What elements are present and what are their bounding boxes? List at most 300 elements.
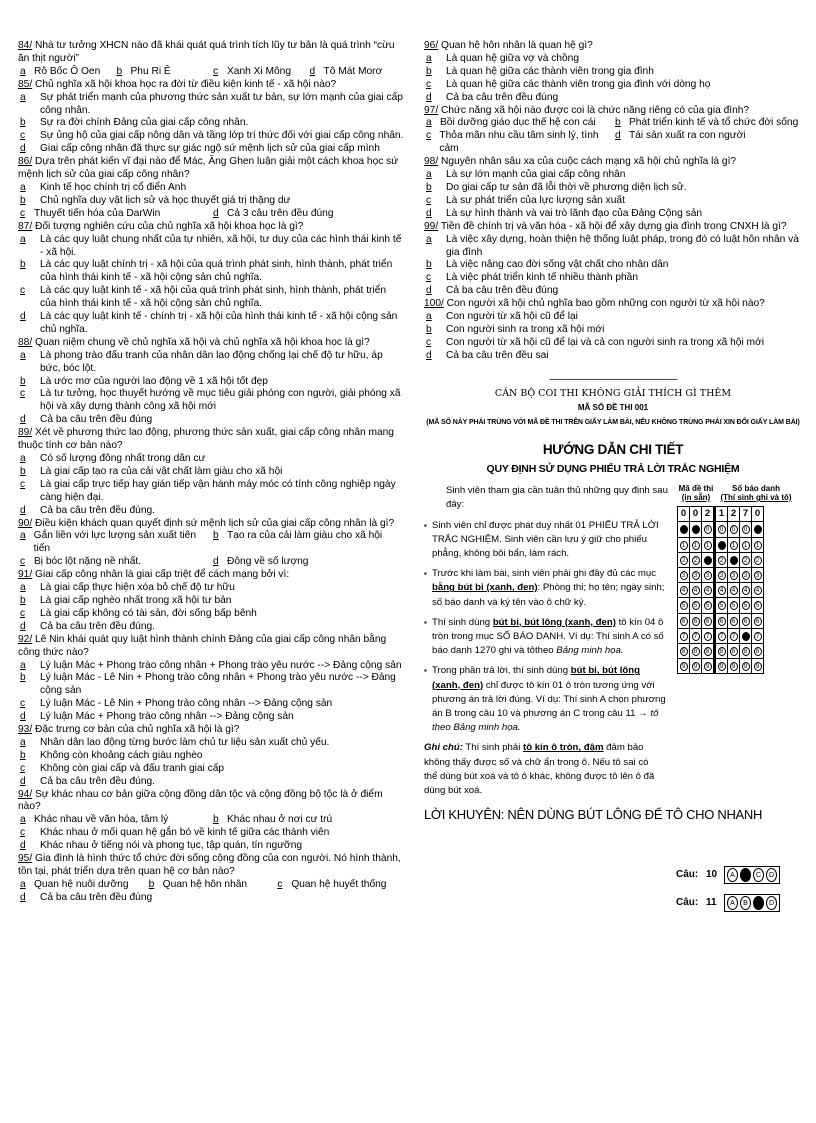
option-text: Tái sản xuất ra con người	[629, 130, 746, 142]
question-number: 86/	[18, 156, 33, 168]
option-text: Là quan hệ giữa vợ và chồng	[446, 52, 580, 64]
option-text: Là quan hệ giữa các thành viên trong gia đình với dòng họ	[446, 78, 711, 90]
question-stem: Giai cấp công nhân là giai cấp triệt để cách mạng bởi vì:	[35, 569, 290, 581]
option-text: Là việc xây dựng, hoàn thiện hệ thống luật pháp, trong đó có luật hôn nhân và gia đình	[446, 233, 799, 258]
question-block	[18, 427, 404, 517]
omr-bubble: 7	[704, 632, 712, 641]
option	[613, 130, 802, 156]
question-block	[424, 298, 802, 363]
question-number: 97/	[424, 104, 439, 116]
option-letter: c	[20, 285, 26, 297]
option-text: Không còn khoảng cách giàu nghèo	[40, 749, 203, 761]
omr-bubble: 8	[742, 647, 750, 656]
option-text: Cả ba câu trên đều đúng.	[40, 504, 155, 516]
option-letter: d	[615, 130, 621, 142]
question-block	[18, 634, 404, 724]
omr-digit: 0	[752, 507, 764, 522]
option-text: Là tư tưởng, học thuyết hướng về mục tiêu giải phóng con người, giải phóng xã hội và xây dựng thành công xã hội mới	[40, 388, 401, 413]
option-letter: c	[20, 388, 26, 400]
option-letter: b	[213, 530, 219, 542]
option-text: Sự phát triển mạnh của phương thức sản xuất tư bản, sự lớn mạnh của giai cấp công nhân.	[40, 91, 403, 116]
option	[18, 388, 404, 414]
question-text	[18, 724, 404, 737]
question-block	[18, 79, 404, 156]
option-letter: c	[277, 878, 283, 890]
option-letter: a	[20, 736, 26, 748]
omr-bubble: 1	[718, 541, 726, 550]
option-letter: d	[20, 891, 26, 903]
question-text	[424, 156, 802, 169]
option-letter: a	[426, 52, 432, 64]
option-letter: a	[20, 349, 26, 361]
option	[18, 453, 404, 466]
option	[18, 234, 404, 260]
omr-bubble: 4	[718, 586, 726, 595]
question-block	[18, 853, 404, 905]
exam-code-note: (MÃ SỐ NÀY PHẢI TRÙNG VỚI MÃ ĐỀ THI TRÊN GIẤY LÀM BÀI, NẾU KHÔNG TRÙNG PHẢI XIN ĐỔI GIẤY LÀM BÀI)	[426, 419, 800, 427]
option	[18, 763, 404, 776]
option	[18, 698, 404, 711]
omr-bubble: 9	[718, 662, 726, 671]
option	[18, 879, 147, 892]
option-letter: b	[20, 594, 26, 606]
option-letter: a	[426, 169, 432, 181]
option-text: Là giai cấp nghèo nhất trong xã hội tư bản	[40, 594, 232, 606]
option	[18, 208, 211, 221]
option	[147, 879, 276, 892]
omr-bubble: 8	[730, 647, 738, 656]
omr-digit: 7	[740, 507, 752, 522]
omr-bubble: 5	[704, 601, 712, 610]
option-text: Nhân dân lao động từng bước làm chủ tư liệu sản xuất chủ yếu.	[40, 736, 330, 748]
option	[424, 272, 802, 285]
option-text: Là giai cấp tạo ra của cải vật chất làm giàu cho xã hội	[40, 465, 283, 477]
option	[275, 879, 404, 892]
guide-subtitle: QUY ĐỊNH SỬ DỤNG PHIẾU TRẢ LỜI TRẮC NGHIỆM	[486, 463, 740, 476]
omr-digit: 1	[715, 507, 728, 522]
option-letter: c	[20, 478, 26, 490]
option-letter: d	[20, 840, 26, 852]
option-letter: a	[20, 181, 26, 193]
omr-bubble: 3	[692, 571, 700, 580]
omr-bubble: 6	[754, 617, 762, 626]
option-letter: d	[20, 143, 26, 155]
option-text: Sự ủng hộ của giai cấp nông dân và tầng lớp trí thức đối với giai cấp công nhân.	[40, 130, 404, 142]
option	[18, 479, 404, 505]
omr-bubble: 5	[680, 601, 688, 610]
omr-bubble: 6	[704, 617, 712, 626]
option-row	[18, 879, 404, 892]
question-text	[424, 298, 802, 311]
question-stem: Quan niệm chung về chủ nghĩa xã hội và chủ nghĩa xã hội khoa học là gì?	[35, 336, 370, 348]
question-stem: Nhà tư tưởng XHCN nào đã khái quát quá trình tích lũy tư bản là quá trình “cừu ăn thịt người”	[18, 40, 395, 64]
option-letter: c	[20, 130, 26, 142]
question-text	[18, 221, 404, 234]
option-letter: c	[426, 336, 432, 348]
option-letter: b	[426, 259, 432, 271]
question-text	[18, 634, 404, 660]
omr-bubble: 9	[742, 662, 750, 671]
option-text: Tô Mát Morơ	[323, 65, 383, 77]
option-letter: c	[426, 130, 432, 142]
option-letter: a	[20, 91, 26, 103]
option	[211, 208, 404, 221]
omr-bubble: 7	[680, 632, 688, 641]
option-row	[18, 530, 404, 556]
omr-bubble: 3	[704, 571, 712, 580]
option-text: Là quan hệ giữa các thành viên trong gia đình	[446, 65, 654, 77]
option-text: Bồi dưỡng giáo dục thế hệ con cái	[440, 117, 596, 129]
option-text: Lý luận Mác + Phong trào công nhân + Phong trào yêu nước --> Đảng cộng sản	[40, 659, 402, 671]
question-stem: Lê Nin khái quát quy luật hình thành chính Đảng của giai cấp công nhân bằng công thức nào?	[18, 633, 387, 658]
option-letter: b	[213, 814, 219, 826]
option	[18, 827, 404, 840]
question-block	[18, 221, 404, 337]
option	[424, 130, 613, 156]
option-text: Là các quy luật kinh tế - xã hội của quá trình phát sinh, hình thành, phát triển của hình thái kinh tế - xã hội cộng sản chủ nghĩa.	[40, 285, 387, 310]
option-letter: b	[426, 181, 432, 193]
option	[18, 350, 404, 376]
option-letter: c	[20, 698, 26, 710]
option	[18, 711, 404, 724]
option-letter: b	[20, 259, 26, 271]
option	[308, 66, 405, 79]
question-text	[18, 518, 404, 531]
option	[211, 556, 404, 569]
omr-bubble: 2	[704, 556, 712, 565]
option	[18, 608, 404, 621]
option-letter: a	[426, 233, 432, 245]
option-text: Lý luận Mác - Lê Nin + Phong trào công nhân + Phong trào yêu nước --> Đảng cộng sản	[40, 672, 396, 697]
question-stem: Đối tượng nghiên cứu của chủ nghĩa xã hội khoa học là gì?	[35, 220, 304, 232]
option-letter: a	[20, 65, 26, 77]
option-text: Lý luận Mác - Lê Nin + Phong trào công nhân --> Đảng cộng sản	[40, 698, 333, 710]
omr-digit: 2	[702, 507, 715, 522]
omr-bubble: 1	[730, 541, 738, 550]
option-text: Quan hệ huyết thống	[291, 878, 387, 890]
option	[211, 530, 404, 556]
omr-bubble: 1	[680, 541, 688, 550]
omr-bubble: 9	[704, 662, 712, 671]
omr-bubble: 5	[718, 601, 726, 610]
option	[424, 350, 802, 363]
omr-bubble: 6	[742, 617, 750, 626]
option	[424, 208, 802, 221]
option-letter: b	[20, 117, 26, 129]
omr-bubble: 5	[730, 601, 738, 610]
omr-bubble: 6	[680, 617, 688, 626]
option-text: Có số lượng đông nhất trong dân cư	[40, 453, 206, 464]
option-text: Gắn liền với lực lượng sản xuất tiên tiến	[33, 530, 197, 555]
option-letter: d	[20, 775, 26, 787]
omr-bubble: 7	[742, 632, 750, 641]
option	[18, 182, 404, 195]
option-text: Giai cấp công nhân đã thực sự giác ngộ sứ mệnh lịch sử của giai cấp mình	[40, 143, 380, 155]
question-number: 99/	[424, 220, 439, 232]
option-letter: d	[426, 207, 432, 219]
option-text: Cả ba câu trên đều sai	[446, 349, 549, 361]
omr-bubble: 3	[680, 571, 688, 580]
option-letter: a	[20, 530, 26, 542]
omr-bubble: 0	[680, 525, 688, 534]
option-text: Cả 3 câu trên đều đúng	[227, 207, 334, 219]
option-letter: c	[20, 556, 26, 568]
omr-bubble: 6	[730, 617, 738, 626]
omr-bubble: 4	[704, 586, 712, 595]
option	[18, 376, 404, 389]
guide-advice: LỜI KHUYÊN: NÊN DÙNG BÚT LÔNG ĐỂ TÔ CHO NHANH	[424, 807, 763, 823]
question-text	[18, 789, 404, 815]
option	[424, 337, 802, 350]
option-row	[424, 130, 802, 156]
option-letter: c	[20, 762, 26, 774]
omr-bubble: 1	[742, 541, 750, 550]
option	[18, 660, 404, 673]
omr-bubble: 7	[754, 632, 762, 641]
option	[115, 66, 212, 79]
option	[18, 840, 404, 853]
option-text: Là các quy luật kinh tế - chính trị - xã hội của hình thái kinh tế - xã hội cộng sản chủ nghĩa.	[40, 311, 398, 335]
omr-bubble: 9	[730, 662, 738, 671]
omr-bubble: 0	[742, 525, 750, 534]
omr-bubble: 0	[754, 525, 762, 534]
option-text: Con người sinh ra trong xã hội mới	[446, 323, 605, 335]
option-text: Lý luận Mác + Phong trào công nhân --> Đảng cộng sản	[40, 711, 294, 723]
omr-bubble: 1	[754, 541, 762, 550]
guide-title: HƯỚNG DẪN CHI TIẾT	[542, 442, 684, 458]
option-text: Khác nhau ở nơi cư trú	[227, 814, 333, 826]
option-text: Con người từ xã hội cũ để lại và cả con người sinh ra trong xã hội mới	[446, 336, 764, 348]
option-text: Cả ba câu trên đều đúng	[40, 414, 153, 426]
option-letter: d	[20, 414, 26, 426]
omr-bubble: 2	[742, 556, 750, 565]
omr-digit: 0	[690, 507, 702, 522]
question-text	[18, 853, 404, 879]
option-text: Khác nhau ở mối quan hệ gắn bó về kinh tế giữa các thành viên	[40, 827, 330, 839]
omr-table	[677, 506, 764, 674]
question-text	[18, 40, 404, 66]
option-letter: b	[20, 672, 26, 684]
question-number: 89/	[18, 427, 33, 439]
omr-bubble: 9	[692, 662, 700, 671]
option	[18, 776, 404, 789]
option	[424, 182, 802, 195]
question-stem: Sự khác nhau cơ bản giữa cộng đồng dân tộc và cộng đồng bộ tộc là ở điểm nào?	[18, 788, 383, 813]
guide-bullet-4: ▪ Trong phần trả lời, thí sinh dùng bút bi, bút lông (xanh, đen) chỉ được tô kín 01 ô tròn tương ứng với phương án trả lời đúng. Ví dụ: Thí sinh A chọn phương án B trong câu 10 và phương án C trong câu 11 → tô theo Bảng minh họa.	[424, 664, 670, 735]
option-letter: a	[20, 659, 26, 671]
option-text: Cả ba câu trên đều đúng.	[40, 620, 155, 632]
option-text: Kinh tế học chính trị cổ điển Anh	[40, 181, 187, 193]
question-block	[424, 40, 802, 105]
omr-bubble: 7	[692, 632, 700, 641]
question-number: 96/	[424, 40, 439, 51]
option-text: Sự ra đời chính Đảng của giai cấp công nhân.	[40, 117, 249, 129]
option-text: Quan hệ nuôi dưỡng	[34, 878, 129, 890]
option-text: Phát triển kinh tế và tổ chức đời sống	[629, 117, 799, 129]
omr-bubble: 4	[680, 586, 688, 595]
omr-bubble: 8	[754, 647, 762, 656]
guide-intro: Sinh viên tham gia cần tuân thủ những quy định sau đây:	[446, 485, 668, 511]
option-text: Thuyết tiến hóa của DarWin	[34, 207, 161, 219]
option	[18, 505, 404, 518]
question-block	[18, 40, 404, 79]
option-text: Cả ba câu trên đều đúng.	[40, 775, 155, 787]
option-text: Khác nhau ở tiếng nói và phong tục, tập quán, tín ngưỡng	[40, 840, 303, 852]
option-text: Là sự phát triển của lực lượng sản xuất	[446, 194, 625, 206]
option-text: Là sự lớn mạnh của giai cấp công nhân	[446, 169, 626, 181]
question-text	[18, 569, 404, 582]
option-text: Quan hệ hôn nhân	[162, 878, 248, 890]
option-letter: b	[116, 65, 123, 77]
option	[424, 169, 802, 182]
option-text: Là sự hình thành và vai trò lãnh đạo của Đảng Cộng sản	[446, 207, 703, 219]
option-text: Đông về số lượng	[227, 556, 309, 568]
question-block	[424, 156, 802, 221]
option-letter: c	[426, 272, 432, 284]
guide-bullet-1: ▪ Sinh viên chỉ được phát duy nhất 01 PHIẾU TRẢ LỜI TRẮC NGHIỆM. Sinh viên cần lưu ý giữ cho phiếu phẳng, không bôi bẩn, làm rách.	[424, 519, 670, 562]
question-stem: Điều kiện khách quan quyết định sứ mệnh lịch sử của giai cấp công nhân là gì?	[35, 517, 395, 529]
omr-bubble: 0	[718, 525, 726, 534]
question-text	[424, 221, 802, 234]
option	[211, 814, 404, 827]
option	[424, 311, 802, 324]
option-letter: c	[20, 207, 26, 219]
option-letter: b	[20, 465, 26, 477]
option-row	[18, 208, 404, 221]
option-text: Thỏa mãn nhu cầu tâm sinh lý, tình cảm	[439, 130, 599, 155]
question-number: 84/	[18, 40, 33, 51]
omr-bubble: 5	[754, 601, 762, 610]
option-letter: c	[213, 65, 219, 77]
omr-bubble: 0	[692, 525, 700, 534]
option-row	[18, 556, 404, 569]
option	[18, 750, 404, 763]
option	[424, 259, 802, 272]
option-text: Rô Bốc Ô Oen	[34, 65, 101, 77]
omr-bubble: 3	[742, 571, 750, 580]
answer-row-11: Câu: 11 A B D	[676, 894, 780, 912]
option-text: Cả ba câu trên đều đúng	[446, 91, 559, 103]
omr-bubble: 8	[718, 647, 726, 656]
option	[18, 285, 404, 311]
option	[18, 621, 404, 634]
omr-bubble: 1	[704, 541, 712, 550]
omr-grid-illustration: Mã đề thi (in sẵn) Số báo danh (Thí sinh ghi và tô) 0 0 2 1 2 7 0 0 0 0 0 0 0 0 1 1 1 1 1 1 1 2 2 2 2 2 2 2 3 3 3 3 3 3 3 4 4 4 4 4 4 4 5 5 5 5 5 5 5 6 6 6 6 6 6 6 7 7 7 7 7 7 7 8 8 8 8 8 8 8 9 9 9 9 9 9 9	[677, 484, 797, 674]
option	[18, 117, 404, 130]
option	[424, 66, 802, 79]
option-letter: a	[20, 878, 26, 890]
omr-bubble: 2	[692, 556, 700, 565]
question-text	[18, 79, 404, 92]
exam-notice: CÁN BỘ COI THI KHÔNG GIẢI THÍCH GÌ THÊM	[494, 387, 732, 399]
question-stem: Đặc trưng cơ bản của chủ nghĩa xã hội là gì?	[35, 724, 240, 736]
omr-bubble: 2	[754, 556, 762, 565]
question-stem: Quan hệ hôn nhân là quan hệ gì?	[441, 40, 593, 51]
option	[424, 53, 802, 66]
question-block	[424, 105, 802, 157]
option-text: Là giai cấp thực hiện xóa bỏ chế độ tư hữu	[40, 582, 235, 594]
omr-bubble: 9	[680, 662, 688, 671]
omr-bubble: 2	[730, 556, 738, 565]
option-text: Bị bóc lột nặng nề nhất.	[34, 556, 142, 568]
guide-bullet-2: ▪ Trước khi làm bài, sinh viên phải ghi đầy đủ các mục bằng bút bi (xanh, đen): Phòng thi; họ tên; ngày sinh; số báo danh và ký tên vào ô chữ ký.	[424, 567, 670, 610]
answer-example	[676, 866, 780, 922]
option-letter: c	[426, 78, 432, 90]
question-stem: Gia đình là hình thức tổ chức đời sống cộng đồng của con người. Nó hình thành, tồn tại, phát triển dựa trên quan hệ cơ bản nào?	[18, 853, 401, 877]
question-number: 95/	[18, 853, 33, 865]
omr-bubble: 6	[692, 617, 700, 626]
option	[18, 582, 404, 595]
omr-bubble: 8	[704, 647, 712, 656]
question-block	[18, 337, 404, 427]
option-text: Cả ba câu trên đều đúng	[40, 891, 153, 903]
option	[18, 92, 404, 118]
question-block	[424, 221, 802, 298]
question-stem: Con người xã hội chủ nghĩa bao gồm những con người từ xã hội nào?	[446, 298, 765, 310]
option-letter: b	[615, 117, 621, 129]
option	[18, 143, 404, 156]
questions-right-column	[424, 40, 802, 908]
question-stem: Chức năng xã hội nào được coi là chức năng riêng có của gia đình?	[441, 104, 750, 116]
option-letter: d	[309, 65, 316, 77]
option-letter: b	[426, 323, 432, 335]
option-letter: b	[426, 65, 432, 77]
question-text	[18, 427, 404, 453]
question-block	[18, 156, 404, 221]
option	[424, 324, 802, 337]
option	[18, 259, 404, 285]
option-letter: d	[213, 556, 219, 568]
option-letter: a	[20, 233, 26, 245]
option	[18, 892, 404, 905]
omr-bubble: 3	[754, 571, 762, 580]
option-text: Là giai cấp trực tiếp hay gián tiếp vận hành máy móc có tính công nghiệp ngày càng hiện đại.	[40, 478, 396, 503]
omr-bubble: 5	[692, 601, 700, 610]
omr-bubble: 7	[718, 632, 726, 641]
question-block	[18, 518, 404, 570]
question-stem: Chủ nghĩa xã hội khoa học ra đời từ điều kiện kinh tế - xã hội nào?	[35, 78, 337, 90]
option-letter: c	[20, 827, 26, 839]
option-text: Là việc nâng cao đời sống vật chất cho nhân dân	[446, 259, 669, 271]
guide-bullet-3: ▪ Thí sinh dùng bút bi, bút lông (xanh, đen) tô kín 04 ô tròn trong mục SỐ BÁO DANH. Ví dụ: Thí sinh A có số báo danh 1270 ghi và tôtheo Bảng minh họa.	[424, 616, 670, 659]
option-letter: b	[20, 749, 26, 761]
question-stem: Dựa trên phát kiến vĩ đại nào để Mác, Ăng Ghen luận giải một cách khoa học sứ mệnh lịch sử của giai cấp công nhân?	[18, 156, 399, 181]
option-letter: d	[20, 311, 26, 323]
question-text	[424, 40, 802, 53]
question-number: 100/	[424, 298, 444, 310]
question-number: 93/	[18, 724, 33, 736]
guide-section	[424, 484, 802, 908]
option-text: Xanh Xi Mông	[227, 65, 291, 77]
question-block	[18, 789, 404, 854]
option-letter: a	[20, 453, 26, 464]
option-text: Là phong trào đấu tranh của nhân dân lao động chống lại chế độ tư hữu, áp bức, bóc lột.	[40, 349, 383, 374]
option	[18, 530, 211, 556]
option	[18, 66, 115, 79]
omr-bubble: 4	[692, 586, 700, 595]
option-text: Tạo ra của cải làm giàu cho xã hội	[227, 530, 383, 542]
omr-bubble: 0	[730, 525, 738, 534]
option-text: Chủ nghĩa duy vật lịch sử và học thuyết giá trị thặng dư	[40, 194, 291, 206]
question-number: 98/	[424, 156, 439, 168]
omr-bubble: 2	[718, 556, 726, 565]
option-letter: b	[20, 375, 26, 387]
option	[18, 311, 404, 337]
omr-digit: 2	[728, 507, 740, 522]
question-number: 94/	[18, 788, 33, 800]
option	[424, 234, 802, 260]
omr-digit: 0	[678, 507, 690, 522]
